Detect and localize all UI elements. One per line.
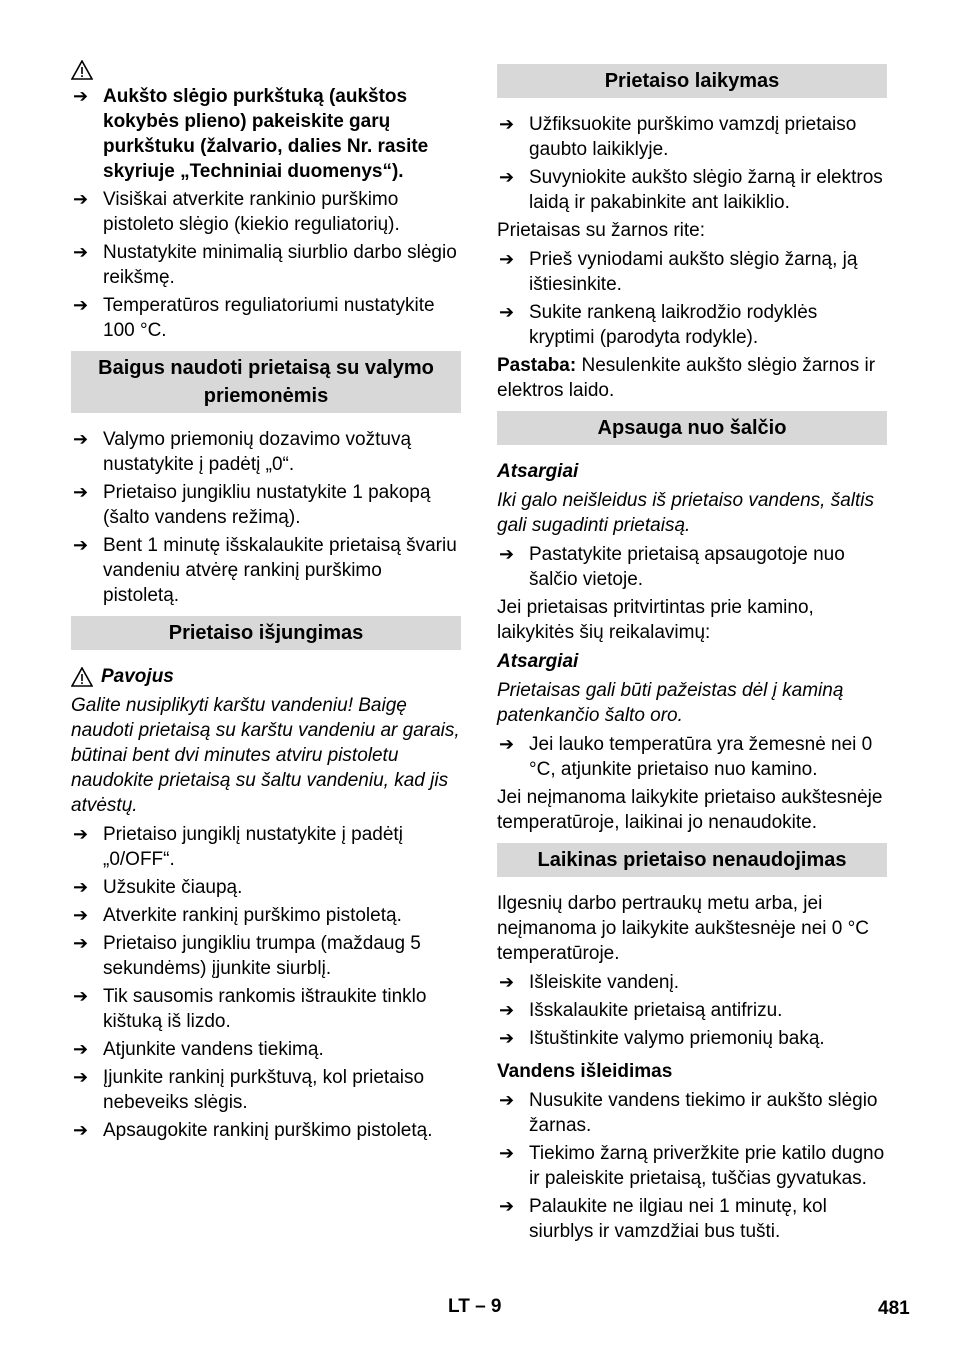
list-item [71,1037,461,1062]
arrow-right-icon: ➔ [73,877,89,897]
list-item-text: Prietaiso jungiklį nustatykite į padėtį „0/OFF“. [103,824,403,870]
list-item [71,293,461,343]
arrow-right-icon: ➔ [499,1028,515,1048]
arrow-right-icon: ➔ [499,734,515,754]
arrow-right-icon: ➔ [73,1067,89,1087]
list-item-text: Įjunkite rankinį purkštuvą, kol prietaiso nebeveiks slėgis. [103,1067,425,1113]
frost-bullet-list-b [497,732,887,782]
footer-page-number: 481 [878,1298,910,1319]
list-item-text: Prietaiso jungikliu trumpa (maždaug 5 sekundėms) įjunkite siurblį. [103,933,421,979]
list-item [71,1065,461,1115]
right-column [497,60,887,1247]
list-item-text: Palaukite ne ilgiau nei 1 minutę, kol siurblys ir vamzdžiai bus tušti. [529,1196,827,1242]
list-item [71,427,461,477]
section-heading-storage: Prietaiso laikymas [497,64,887,98]
caution-label-2: Atsargiai [497,651,579,672]
section-heading-shutdown: Prietaiso išjungimas [71,616,461,650]
arrow-right-icon: ➔ [73,482,89,502]
list-item [497,112,887,162]
list-item-text: Sukite rankeną laikrodžio rodyklės kryptimi (parodyta rodykle). [529,302,818,348]
list-item-text: Prietaiso jungikliu nustatykite 1 pakopą (šalto vandens režimą). [103,482,431,528]
arrow-right-icon: ➔ [499,167,515,187]
list-item-text: Ištuštinkite valymo priemonių baką. [529,1028,825,1049]
disuse-intro-text: Ilgesnių darbo pertraukų metu arba, jei neįmanoma jo laikykite aukštesnėje nei 0 °C temperatūroje. [497,893,869,964]
arrow-right-icon: ➔ [73,986,89,1006]
section-heading-frost-protection: Apsauga nuo šalčio [497,411,887,445]
section-heading-temporary-disuse: Laikinas prietaiso nenaudojimas [497,843,887,877]
list-item-text: Tiekimo žarną priveržkite prie katilo dugno ir paleiskite prietaisą, tuščias gyvatukas. [529,1143,885,1189]
warning-row [71,60,461,80]
list-item-text: Atjunkite vandens tiekimą. [103,1039,324,1060]
intro-bullet-list [71,84,461,343]
list-item [71,84,461,184]
note-label: Pastaba: [497,355,577,376]
footer-language-page: LT – 9 [448,1296,502,1317]
warning-triangle-icon [71,60,93,80]
danger-text: Galite nusiplikyti karštu vandeniu! Baigę naudoti prietaisą su karštu vandeniu ar garais, būtinai bent dvi minutes atviru pistoletu naudokite prietaisą su šaltu vandeniu, kad jis atvėstų. [71,695,460,816]
list-item-text: Užfiksuokite purškimo vamzdį prietaiso gaubto laikiklyje. [529,114,857,160]
list-item [497,165,887,215]
list-item-text: Valymo priemonių dozavimo vožtuvą nustatykite į padėtį „0“. [103,429,412,475]
caution-label-1: Atsargiai [497,461,579,482]
list-item-text: Suvyniokite aukšto slėgio žarną ir elektros laidą ir pakabinkite ant laikiklio. [529,167,883,213]
frost-bullet-list-a [497,542,887,592]
list-item-text: Temperatūros reguliatoriumi nustatykite 100 °C. [103,295,435,341]
arrow-right-icon: ➔ [499,302,515,322]
list-item [497,732,887,782]
list-item [71,875,461,900]
danger-label: Pavojus [101,666,174,687]
list-item-text: Bent 1 minutę išskalaukite prietaisą švariu vandeniu atvėrę rankinį purškimo pistoletą. [103,535,457,606]
arrow-right-icon: ➔ [499,544,515,564]
list-item [497,1026,887,1051]
list-item-text: Nusukite vandens tiekimo ir aukšto slėgio žarnas. [529,1090,878,1136]
note-text: Nesulenkite aukšto slėgio žarnos ir elektros laido. [497,355,876,401]
arrow-right-icon: ➔ [499,1090,515,1110]
arrow-right-icon: ➔ [499,249,515,269]
list-item [71,1118,461,1143]
water-drain-bullet-list [497,1088,887,1244]
list-item-text: Užsukite čiaupą. [103,877,243,898]
arrow-right-icon: ➔ [73,824,89,844]
storage-bullet-list-b [497,247,887,350]
danger-label-row [71,664,461,689]
arrow-right-icon: ➔ [73,189,89,209]
hose-reel-text: Prietaisas su žarnos rite: [497,220,706,241]
arrow-right-icon: ➔ [73,86,89,106]
list-item [497,970,887,995]
list-item-text: Jei lauko temperatūra yra žemesnė nei 0 °C, atjunkite prietaiso nuo kamino. [529,734,873,780]
arrow-right-icon: ➔ [499,1000,515,1020]
caution-text-1: Iki galo neišleidus iš prietaiso vandens, šaltis gali sugadinti prietaisą. [497,490,875,536]
list-item [497,998,887,1023]
arrow-right-icon: ➔ [73,1120,89,1140]
arrow-right-icon: ➔ [73,295,89,315]
shutdown-bullet-list [71,822,461,1143]
list-item [497,1141,887,1191]
list-item-text: Prieš vyniodami aukšto slėgio žarną, ją ištiesinkite. [529,249,858,295]
list-item [71,187,461,237]
list-item-text: Visiškai atverkite rankinio purškimo pistoleto slėgio (kiekio reguliatorių). [103,189,400,235]
storage-note [497,353,887,403]
list-item [497,300,887,350]
arrow-right-icon: ➔ [499,1143,515,1163]
list-item-text: Apsaugokite rankinį purškimo pistoletą. [103,1120,433,1141]
list-item [497,1194,887,1244]
arrow-right-icon: ➔ [499,972,515,992]
cleaning-agents-bullet-list [71,427,461,608]
caution-text-2: Prietaisas gali būti pažeistas dėl į kaminą patenkančio šalto oro. [497,680,844,726]
list-item [71,984,461,1034]
list-item-text: Atverkite rankinį purškimo pistoletą. [103,905,402,926]
list-item-text: Tik sausomis rankomis ištraukite tinklo kištuką iš lizdo. [103,986,427,1032]
arrow-right-icon: ➔ [73,429,89,449]
list-item-text: Nustatykite minimalią siurblio darbo slėgio reikšmę. [103,242,457,288]
list-item-text: Aukšto slėgio purkštuką (aukštos kokybės plieno) pakeiskite garų purkštuku (žalvario, dalies Nr. rasite skyriuje „Techniniai duomenys“). [103,86,429,182]
list-item [71,480,461,530]
list-item-text: Išleiskite vandenį. [529,972,679,993]
arrow-right-icon: ➔ [73,933,89,953]
arrow-right-icon: ➔ [73,535,89,555]
list-item [71,822,461,872]
arrow-right-icon: ➔ [499,1196,515,1216]
frost-tail-text: Jei neįmanoma laikykite prietaiso aukštesnėje temperatūroje, laikinai jo nenaudokite. [497,787,883,833]
list-item [497,1088,887,1138]
list-item [71,533,461,608]
subheading-water-drain: Vandens išleidimas [497,1061,673,1082]
list-item [71,903,461,928]
arrow-right-icon: ➔ [499,114,515,134]
arrow-right-icon: ➔ [73,1039,89,1059]
left-column [71,60,461,1146]
chimney-text: Jei prietaisas pritvirtintas prie kamino, laikykitės šių reikalavimų: [497,597,814,643]
arrow-right-icon: ➔ [73,242,89,262]
section-heading-cleaning-agents: Baigus naudoti prietaisą su valymo priemonėmis [71,351,461,413]
list-item [497,247,887,297]
list-item [497,542,887,592]
list-item [71,240,461,290]
arrow-right-icon: ➔ [73,905,89,925]
list-item-text: Pastatykite prietaisą apsaugotoje nuo šalčio vietoje. [529,544,845,590]
storage-bullet-list-a [497,112,887,215]
list-item [71,931,461,981]
list-item-text: Išskalaukite prietaisą antifrizu. [529,1000,783,1021]
warning-triangle-icon [71,667,93,687]
disuse-bullet-list-a [497,970,887,1051]
